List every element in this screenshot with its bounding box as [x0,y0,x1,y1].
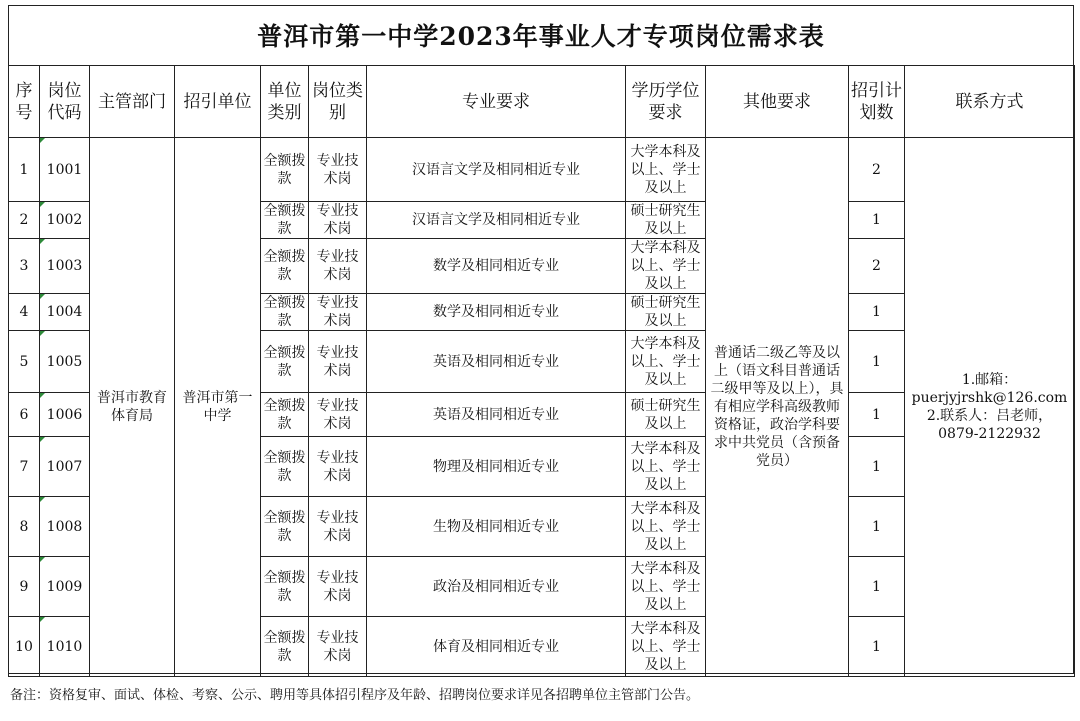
contact-label-person: 2.联系人：吕老师， [926,408,1053,424]
contact-label-email: 1.邮箱： [961,372,1018,388]
cell-edu: 硕士研究生及以上 [626,202,706,239]
header-other: 其他要求 [706,66,849,138]
cell-post-type: 专业技术岗 [309,557,367,617]
cell-seq: 5 [9,331,40,393]
cell-plan: 1 [849,557,905,617]
table-header-row [9,66,1075,138]
cell-unit-type: 全额拨款 [261,617,309,677]
cell-code: 1008 [40,497,90,557]
cell-unit: 普洱市第一中学 [175,138,261,677]
cell-edu: 大学本科及以上、学士及以上 [626,239,706,294]
table-row [9,138,1075,202]
cell-plan: 1 [849,393,905,437]
cell-other-requirements: 普通话二级乙等及以上（语文科目普通话二级甲等及以上），具有相应学科高级教师资格证，政治学科要求中共党员（含预备党员） [706,138,849,677]
cell-major: 数学及相同相近专业 [367,239,626,294]
cell-post-type: 专业技术岗 [309,239,367,294]
cell-seq: 9 [9,557,40,617]
cell-post-type: 专业技术岗 [309,331,367,393]
cell-seq: 2 [9,202,40,239]
cell-post-type: 专业技术岗 [309,138,367,202]
header-plan: 招引计划数 [849,66,905,138]
cell-edu: 大学本科及以上、学士及以上 [626,138,706,202]
cell-major: 政治及相同相近专业 [367,557,626,617]
cell-seq: 7 [9,437,40,497]
cell-post-type: 专业技术岗 [309,617,367,677]
contact-phone: 0879-2122932 [938,426,1041,442]
cell-code: 1003 [40,239,90,294]
cell-plan: 2 [849,239,905,294]
cell-code: 1009 [40,557,90,617]
cell-unit-type: 全额拨款 [261,557,309,617]
header-code: 岗位代码 [40,66,90,138]
cell-seq: 8 [9,497,40,557]
cell-unit-type: 全额拨款 [261,437,309,497]
cell-contact [905,138,1075,677]
header-post-type: 岗位类别 [309,66,367,138]
cell-code: 1002 [40,202,90,239]
cell-edu: 硕士研究生及以上 [626,294,706,331]
cell-major: 汉语言文学及相同相近专业 [367,202,626,239]
cell-plan: 1 [849,497,905,557]
cell-post-type: 专业技术岗 [309,497,367,557]
cell-plan: 1 [849,437,905,497]
requirements-table [8,65,1075,677]
cell-major: 数学及相同相近专业 [367,294,626,331]
cell-major: 物理及相同相近专业 [367,437,626,497]
cell-plan: 1 [849,294,905,331]
cell-edu: 硕士研究生及以上 [626,393,706,437]
cell-major: 英语及相同相近专业 [367,331,626,393]
cell-seq: 3 [9,239,40,294]
cell-post-type: 专业技术岗 [309,393,367,437]
cell-code: 1004 [40,294,90,331]
cell-post-type: 专业技术岗 [309,202,367,239]
cell-edu: 大学本科及以上、学士及以上 [626,497,706,557]
cell-edu: 大学本科及以上、学士及以上 [626,557,706,617]
cell-unit-type: 全额拨款 [261,294,309,331]
cell-edu: 大学本科及以上、学士及以上 [626,331,706,393]
footnote: 备注：资格复审、面试、体检、考察、公示、聘用等具体招引程序及年龄、招聘岗位要求详见各招聘单位主管部门公告。 [10,688,700,703]
cell-seq: 6 [9,393,40,437]
cell-unit-type: 全额拨款 [261,331,309,393]
cell-plan: 1 [849,617,905,677]
cell-edu: 大学本科及以上、学士及以上 [626,617,706,677]
cell-code: 1005 [40,331,90,393]
cell-code: 1010 [40,617,90,677]
cell-major: 体育及相同相近专业 [367,617,626,677]
cell-plan: 2 [849,138,905,202]
header-unit: 招引单位 [175,66,261,138]
cell-seq: 1 [9,138,40,202]
cell-seq: 10 [9,617,40,677]
cell-unit-type: 全额拨款 [261,393,309,437]
cell-major: 生物及相同相近专业 [367,497,626,557]
header-seq: 序号 [9,66,40,138]
header-contact: 联系方式 [905,66,1075,138]
contact-email: puerjyjrshk@126.com [911,390,1068,406]
header-major: 专业要求 [367,66,626,138]
page-title: 普洱市第一中学2023年事业人才专项岗位需求表 [257,22,825,51]
cell-code: 1006 [40,393,90,437]
cell-unit-type: 全额拨款 [261,239,309,294]
cell-unit-type: 全额拨款 [261,138,309,202]
cell-code: 1007 [40,437,90,497]
cell-plan: 1 [849,202,905,239]
header-edu: 学历学位要求 [626,66,706,138]
cell-post-type: 专业技术岗 [309,437,367,497]
cell-post-type: 专业技术岗 [309,294,367,331]
cell-dept: 普洱市教育体育局 [90,138,175,677]
header-dept: 主管部门 [90,66,175,138]
cell-unit-type: 全额拨款 [261,202,309,239]
cell-plan: 1 [849,331,905,393]
cell-major: 英语及相同相近专业 [367,393,626,437]
cell-edu: 大学本科及以上、学士及以上 [626,437,706,497]
cell-code: 1001 [40,138,90,202]
cell-major: 汉语言文学及相同相近专业 [367,138,626,202]
header-unit-type: 单位类别 [261,66,309,138]
cell-unit-type: 全额拨款 [261,497,309,557]
cell-seq: 4 [9,294,40,331]
